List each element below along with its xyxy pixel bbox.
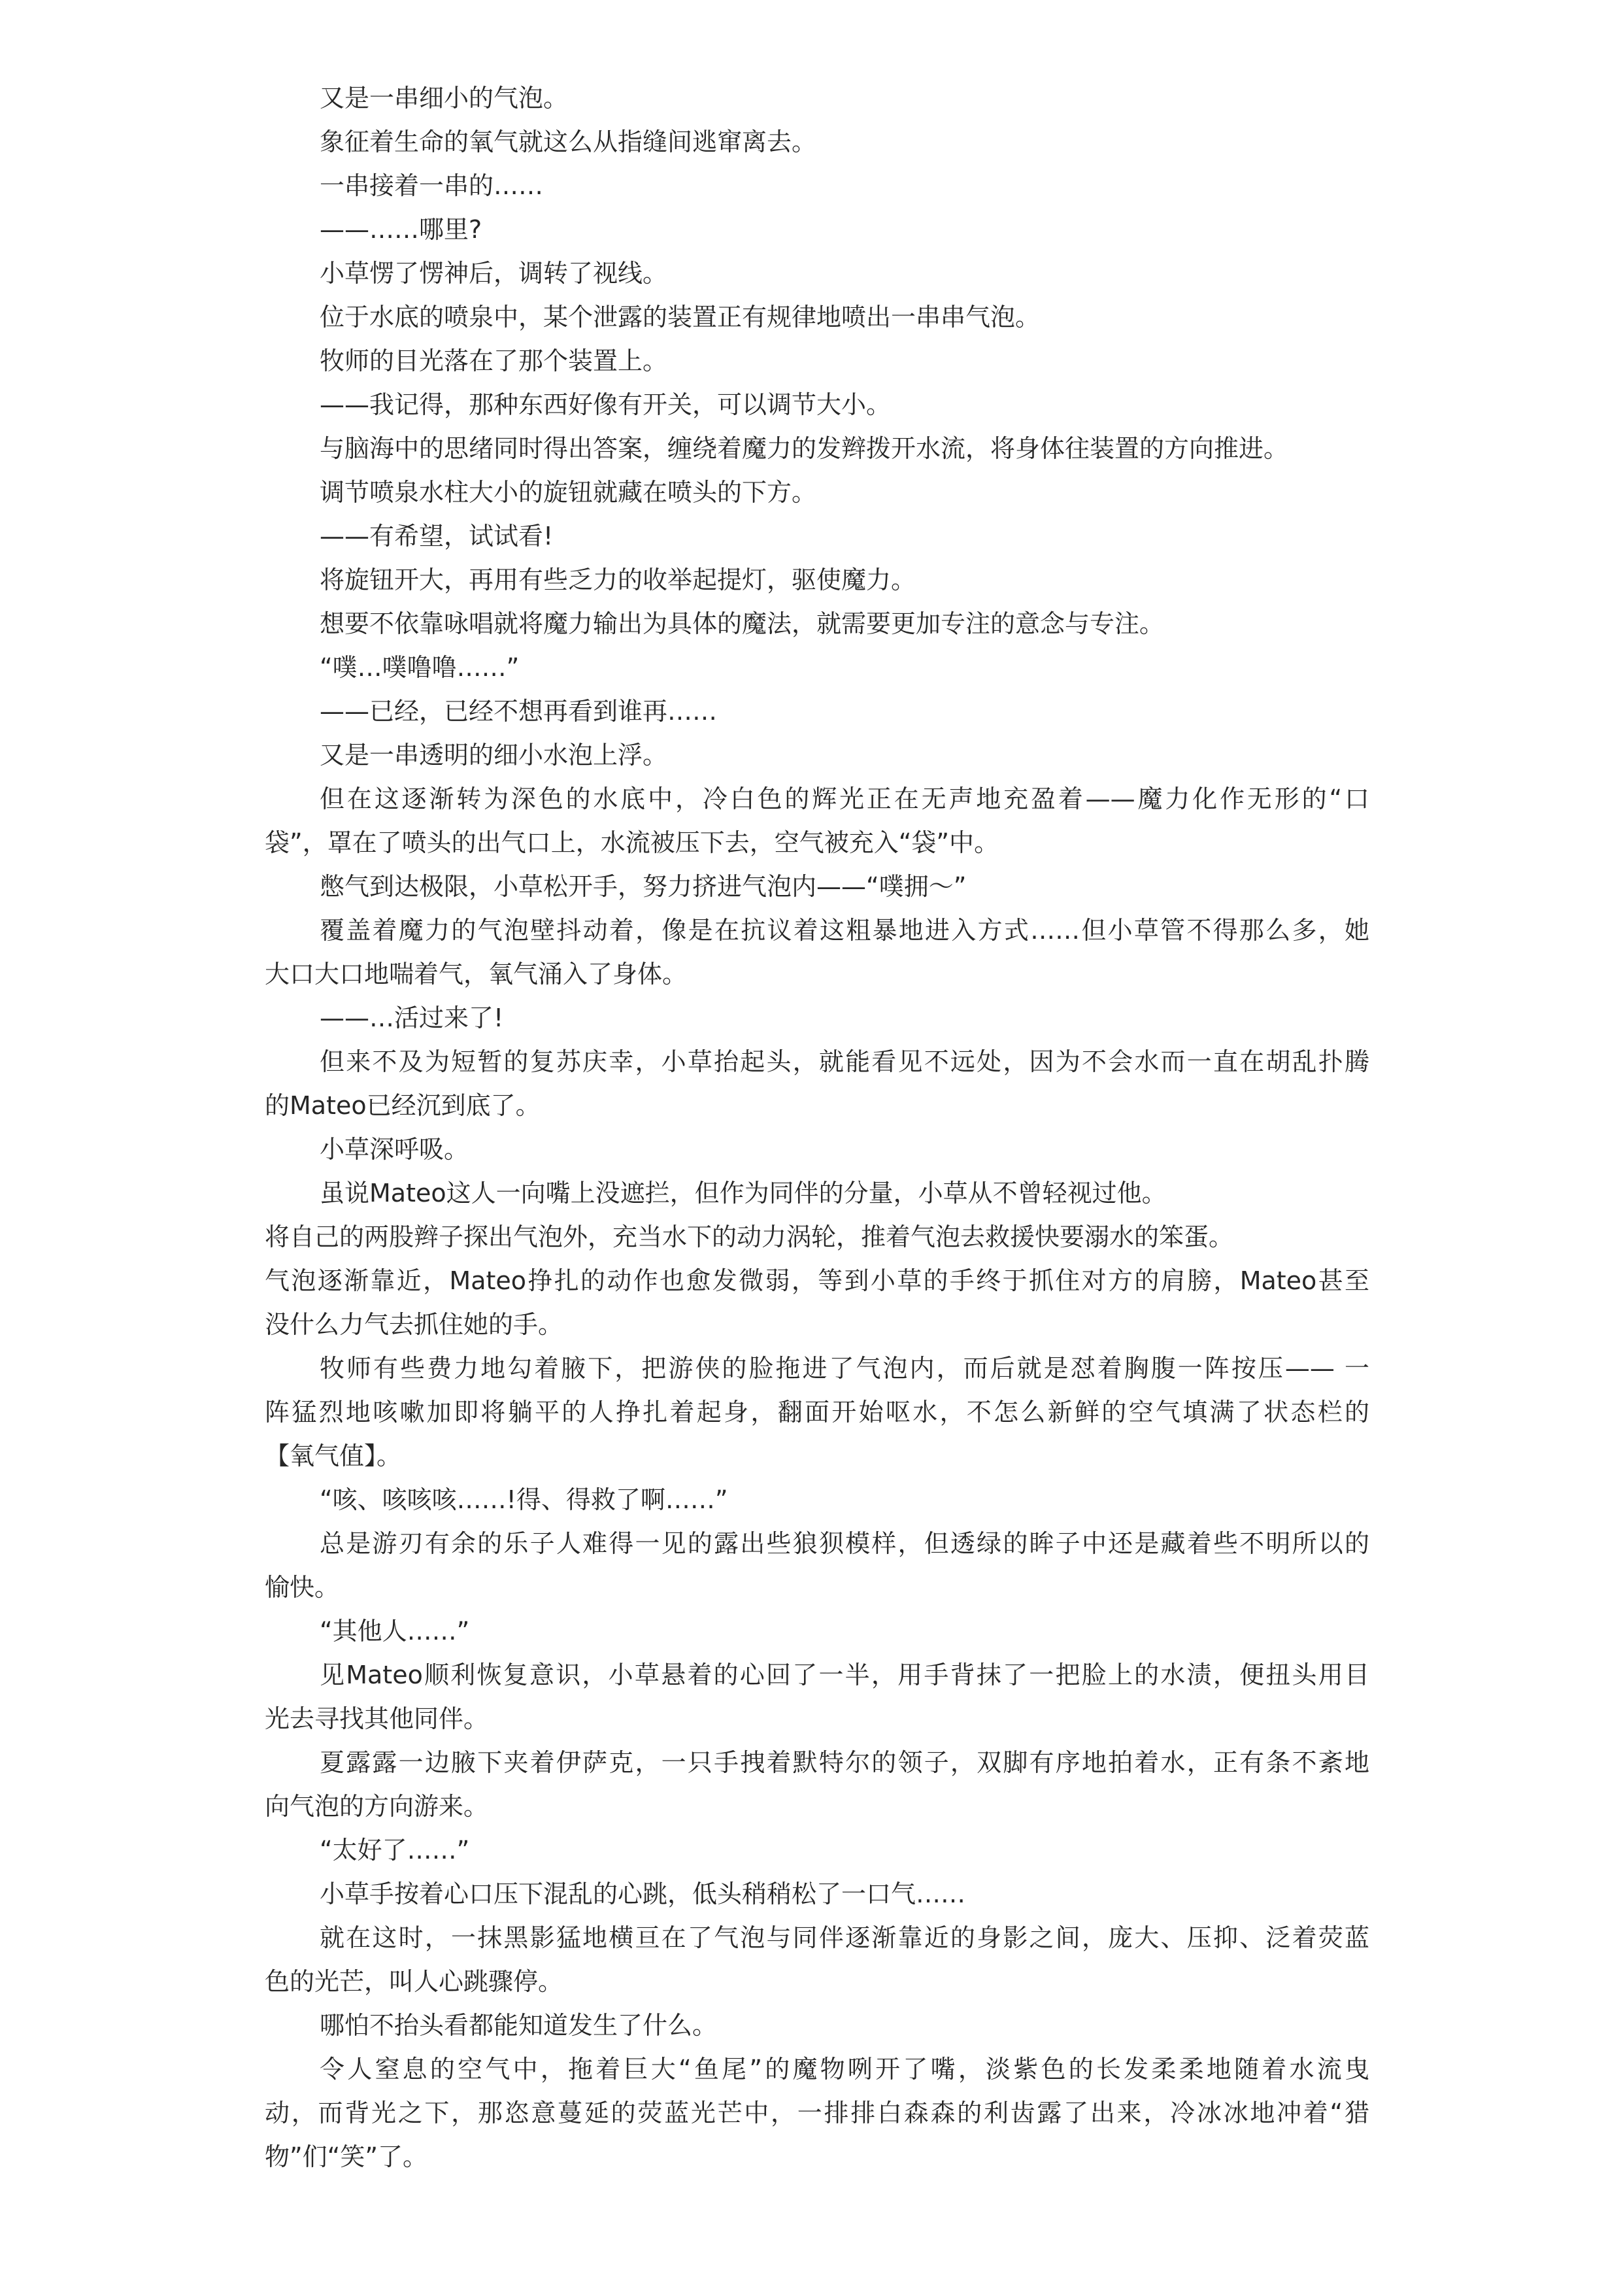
text-line: 调节喷泉水柱大小的旋钮就藏在喷头的下方。 (320, 478, 817, 507)
text-line: 小草手按着心口压下混乱的心跳，低头稍稍松了一口气…… (320, 1880, 966, 1908)
text-line: 哪怕不抬头看都能知道发生了什么。 (320, 2011, 718, 2040)
text-line: 将自己的两股辫子探出气泡外，充当水下的动力涡轮，推着气泡去救援快要溺水的笨蛋。 (265, 1223, 1234, 1251)
text-line: 阵猛烈地咳嗽加即将躺平的人挣扎着起身，翻面开始呕水，不怎么新鲜的空气填满了状态栏的 (265, 1398, 1369, 1427)
text-line: ——…活过来了! (320, 1004, 504, 1032)
text-line: 光去寻找其他同伴。 (265, 1704, 489, 1733)
text-line: 象征着生命的氧气就这么从指缝间逃窜离去。 (320, 127, 817, 156)
text-line: 覆盖着魔力的气泡壁抖动着，像是在抗议着这粗暴地进入方式……但小草管不得那么多，她 (320, 916, 1369, 945)
text-line: 总是游刃有余的乐子人难得一见的露出些狼狈模样，但透绿的眸子中还是藏着些不明所以的 (320, 1529, 1369, 1558)
text-line: “其他人……” (320, 1617, 470, 1646)
text-line: 想要不依靠咏唱就将魔力输出为具体的魔法，就需要更加专注的意念与专注。 (320, 609, 1165, 638)
text-line: 没什么力气去抓住她的手。 (265, 1310, 563, 1339)
text-line: 大口大口地喘着气，氧气涌入了身体。 (265, 960, 688, 988)
text-line: 但来不及为短暂的复苏庆幸，小草抬起头，就能看见不远处，因为不会水而一直在胡乱扑腾 (320, 1047, 1369, 1076)
text-line: 又是一串透明的细小水泡上浮。 (320, 741, 668, 769)
text-line: 位于水底的喷泉中，某个泄露的装置正有规律地喷出一串串气泡。 (320, 303, 1041, 331)
text-line: 牧师有些费力地勾着腋下，把游侠的脸拖进了气泡内，而后就是怼着胸腹一阵按压—— 一 (320, 1354, 1369, 1383)
text-line: 与脑海中的思绪同时得出答案，缠绕着魔力的发辫拨开水流，将身体往装置的方向推进。 (320, 434, 1289, 463)
text-line: 令人窒息的空气中，拖着巨大“鱼尾”的魔物咧开了嘴，淡紫色的长发柔柔地随着水流曳 (320, 2055, 1369, 2084)
text-line: ——已经，已经不想再看到谁再…… (320, 697, 718, 726)
text-line: ——我记得，那种东西好像有开关，可以调节大小。 (320, 390, 892, 419)
text-line: 袋”，罩在了喷头的出气口上，水流被压下去，空气被充入“袋”中。 (265, 828, 999, 857)
text-line: 夏露露一边腋下夹着伊萨克，一只手拽着默特尔的领子，双脚有序地拍着水，正有条不紊地 (320, 1748, 1369, 1777)
text-line: 物”们“笑”了。 (265, 2142, 428, 2171)
text-line: 色的光芒，叫人心跳骤停。 (265, 1967, 563, 1996)
text-line: 【氧气值】。 (265, 1442, 402, 1470)
text-line: ——……哪里? (320, 215, 482, 244)
text-line: 愉快。 (265, 1573, 340, 1602)
text-line: 但在这逐渐转为深色的水底中，冷白色的辉光正在无声地充盈着——魔力化作无形的“口 (320, 785, 1369, 813)
text-line: 小草深呼吸。 (320, 1135, 469, 1164)
text-line: 将旋钮开大，再用有些乏力的收举起提灯，驱使魔力。 (320, 566, 916, 594)
text-line: 牧师的目光落在了那个装置上。 (320, 346, 668, 375)
text-line: “噗…噗噜噜……” (320, 653, 520, 682)
text-line: 一串接着一串的…… (320, 171, 544, 200)
text-line: 就在这时，一抹黑影猛地横亘在了气泡与同伴逐渐靠近的身影之间，庞大、压抑、泛着荧蓝 (320, 1923, 1369, 1952)
text-line: 小草愣了愣神后，调转了视线。 (320, 259, 668, 288)
story-text (265, 76, 1369, 2179)
text-line: 动，而背光之下，那恣意蔓延的荧蓝光芒中，一排排白森森的利齿露了出来，冷冰冰地冲着“猎 (265, 2099, 1369, 2127)
text-line: 虽说Mateo这人一向嘴上没遮拦，但作为同伴的分量，小草从不曾轻视过他。 (320, 1179, 1167, 1207)
text-line: “太好了……” (320, 1836, 470, 1865)
text-line: 见Mateo顺利恢复意识，小草悬着的心回了一半，用手背抹了一把脸上的水渍，便扭头用目 (320, 1661, 1369, 1689)
text-line: “咳、咳咳咳……!得、得救了啊……” (320, 1485, 728, 1514)
text-line: 气泡逐渐靠近，Mateo挣扎的动作也愈发微弱，等到小草的手终于抓住对方的肩膀，Mateo甚至 (265, 1266, 1369, 1295)
text-line: 憋气到达极限，小草松开手，努力挤进气泡内——“噗拥～” (320, 872, 967, 901)
text-line: 向气泡的方向游来。 (265, 1792, 489, 1821)
text-line: 又是一串细小的气泡。 (320, 84, 569, 112)
text-line: ——有希望，试试看! (320, 522, 554, 550)
text-line: 的Mateo已经沉到底了。 (265, 1091, 541, 1120)
